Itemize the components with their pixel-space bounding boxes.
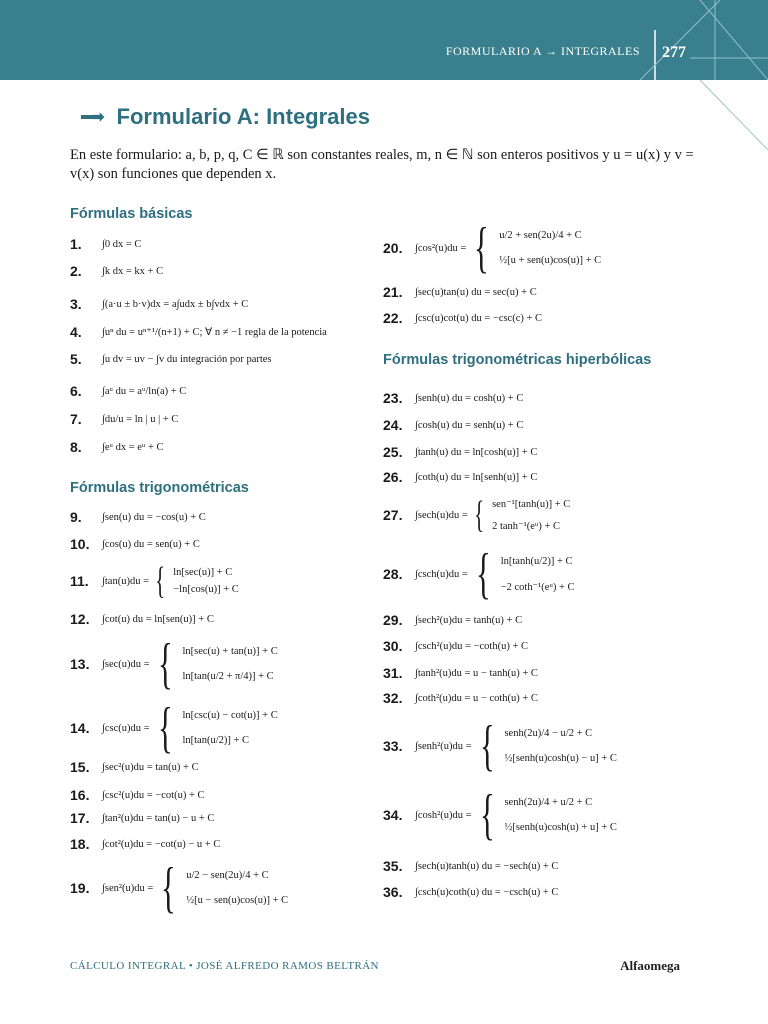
formula-expression: ∫csc(u)cot(u) du = −csc(c) + C: [415, 312, 543, 324]
section-hyperbolic: Fórmulas trigonométricas hiperbólicas: [383, 352, 652, 368]
formula-case: senh(2u)/4 + u/2 + C: [504, 797, 593, 808]
formula-expression: ∫uⁿ du = uⁿ⁺¹/(n+1) + C; ∀ n ≠ −1 regla de la potencia: [102, 327, 327, 338]
formula-2: [70, 263, 163, 279]
formula-number: 7.: [70, 411, 82, 427]
formula-expression: ∫du/u = ln | u | + C: [102, 413, 179, 425]
formula-case: ½[u − sen(u)cos(u)] + C: [186, 895, 289, 906]
formula-31: [383, 665, 538, 681]
formula-number: 12.: [70, 611, 90, 627]
formula-5: [70, 351, 272, 367]
left-brace: {: [479, 784, 495, 846]
formula-expression: ∫senh²(u)du =: [415, 740, 472, 752]
formula-case: u/2 − sen(2u)/4 + C: [186, 870, 269, 881]
formula-number: 29.: [383, 612, 403, 628]
formula-expression: ∫sen(u) du = −cos(u) + C: [102, 511, 206, 523]
formula-number: 1.: [70, 236, 82, 252]
formula-24: [383, 417, 523, 433]
formula-expression: ∫aᵘ du = aᵘ/ln(a) + C: [102, 385, 187, 397]
formula-expression: ∫cot²(u)du = −cot(u) − u + C: [102, 838, 221, 850]
formula-number: 13.: [70, 656, 90, 672]
formula-4: [70, 324, 327, 340]
formula-case: −ln[cos(u)] + C: [173, 584, 239, 595]
formula-17: [70, 810, 214, 826]
formula-number: 16.: [70, 787, 90, 803]
formula-case: ln[tan(u/2 + π/4)] + C: [182, 671, 274, 682]
formula-expression: ∫sec²(u)du = tan(u) + C: [102, 761, 199, 773]
formula-expression: ∫senh(u) du = cosh(u) + C: [415, 392, 524, 404]
formula-number: 19.: [70, 880, 90, 896]
formula-expression: ∫cosh²(u)du =: [415, 809, 472, 821]
formula-expression: ∫csc²(u)du = −cot(u) + C: [102, 789, 205, 801]
formula-number: 27.: [383, 507, 403, 523]
formula-26: [383, 469, 537, 485]
formula-23: [383, 390, 523, 406]
formula-expression: ∫sech(u)tanh(u) du = −sech(u) + C: [415, 860, 559, 872]
formula-case: ½[u + sen(u)cos(u)] + C: [499, 255, 602, 266]
formula-case: sen⁻¹[tanh(u)] + C: [492, 499, 571, 510]
formula-expression: ∫sec(u)du =: [102, 658, 150, 670]
formula-case: ln[sec(u)] + C: [173, 567, 233, 578]
formula-case: ½[senh(u)cosh(u) + u] + C: [504, 822, 617, 833]
formula-number: 25.: [383, 444, 403, 460]
formula-expression: ∫tanh(u) du = ln[cosh(u)] + C: [415, 446, 538, 458]
formula-expression: ∫eᵘ dx = eᵘ + C: [102, 441, 164, 453]
formula-27: [383, 496, 570, 534]
formula-number: 21.: [383, 284, 403, 300]
formula-number: 34.: [383, 807, 403, 823]
formula-18: [70, 836, 220, 852]
formula-13: [70, 633, 278, 695]
formula-expression: ∫cos(u) du = sen(u) + C: [102, 538, 200, 550]
formula-9: [70, 509, 206, 525]
formula-number: 8.: [70, 439, 82, 455]
formula-34: [383, 784, 617, 846]
intro-paragraph: En este formulario: a, b, p, q, C ∈ ℝ son constantes reales, m, n ∈ ℕ son enteros positivos y u = u(x) y v = v(x) son funciones que dependen x.: [70, 147, 694, 182]
formula-8: [70, 439, 164, 455]
formula-number: 11.: [70, 573, 89, 589]
formula-number: 2.: [70, 263, 82, 279]
formula-number: 28.: [383, 566, 403, 582]
formula-case: ln[tanh(u/2)] + C: [500, 555, 573, 567]
formula-expression: ∫sech²(u)du = tanh(u) + C: [415, 614, 523, 626]
formula-expression: ∫sen²(u)du =: [102, 882, 154, 894]
formula-number: 5.: [70, 351, 82, 367]
formula-22: [383, 310, 542, 326]
formula-expression: ∫cosh(u) du = senh(u) + C: [415, 419, 524, 431]
running-title: FORMULARIO A → INTEGRALES: [445, 44, 640, 58]
formula-16: [70, 787, 205, 803]
formula-case: ln[sec(u) + tan(u)] + C: [182, 646, 278, 657]
formula-32: [383, 690, 538, 706]
formula-28: [383, 543, 575, 605]
formula-number: 4.: [70, 324, 82, 340]
formula-number: 9.: [70, 509, 82, 525]
formula-number: 24.: [383, 417, 403, 433]
formula-number: 30.: [383, 638, 403, 654]
formula-expression: ∫csch²(u)du = −coth(u) + C: [415, 640, 529, 652]
formula-number: 15.: [70, 759, 90, 775]
formula-number: 6.: [70, 383, 82, 399]
footer-book-title: CÁLCULO INTEGRAL • JOSÉ ALFREDO RAMOS BELTRÁN: [70, 960, 379, 972]
formula-expression: ∫k dx = kx + C: [102, 265, 164, 277]
formula-1: [70, 236, 141, 252]
formula-expression: ∫sech(u)du =: [415, 509, 468, 521]
formula-expression: ∫cot(u) du = ln[sen(u)] + C: [102, 613, 214, 625]
formula-number: 35.: [383, 858, 403, 874]
formula-14: [70, 697, 278, 759]
formula-case: ln[tan(u/2)] + C: [182, 735, 250, 746]
formula-expression: ∫csch(u)du =: [415, 568, 468, 580]
formula-11: [70, 562, 239, 600]
formula-36: [383, 884, 558, 900]
formula-case: −2 coth⁻¹(eᵘ) + C: [500, 581, 575, 593]
formula-number: 23.: [383, 390, 403, 406]
formula-case: ½[senh(u)cosh(u) − u] + C: [504, 753, 617, 764]
page-number: 277: [662, 44, 686, 61]
formula-number: 32.: [383, 690, 403, 706]
formula-number: 17.: [70, 810, 90, 826]
formula-expression: ∫csc(u)du =: [102, 722, 150, 734]
page-title: [80, 104, 370, 130]
section-trig: Fórmulas trigonométricas: [70, 480, 249, 496]
formula-21: [383, 284, 537, 300]
page-title-text: Formulario A: Integrales: [116, 104, 370, 129]
formula-33: [383, 715, 617, 777]
formula-case: u/2 + sen(2u)/4 + C: [499, 230, 582, 241]
formula-25: [383, 444, 537, 460]
footer-publisher: Alfaomega: [620, 958, 680, 973]
formula-expression: ∫sec(u)tan(u) du = sec(u) + C: [415, 286, 537, 298]
formula-expression: ∫coth²(u)du = u − coth(u) + C: [415, 692, 538, 704]
formula-number: 33.: [383, 738, 403, 754]
formula-case: senh(2u)/4 − u/2 + C: [504, 728, 593, 739]
formula-expression: ∫tan(u)du =: [102, 575, 149, 587]
formula-expression: ∫coth(u) du = ln[senh(u)] + C: [415, 471, 538, 483]
left-brace: {: [161, 857, 177, 919]
formula-12: [70, 611, 214, 627]
formula-number: 20.: [383, 240, 403, 256]
formula-15: [70, 759, 199, 775]
formula-expression: ∫u dv = uv − ∫v du integración por partes: [102, 353, 272, 365]
formula-expression: ∫tan²(u)du = tan(u) − u + C: [102, 812, 215, 824]
formula-10: [70, 536, 200, 552]
formula-expression: ∫(a·u ± b·v)dx = a∫udx ± b∫vdx + C: [102, 298, 249, 310]
left-brace: {: [475, 543, 491, 605]
formula-20: [383, 217, 602, 279]
formula-expression: ∫cos²(u)du =: [415, 242, 467, 254]
formula-case: 2 tanh⁻¹(eᵘ) + C: [492, 521, 560, 532]
formula-expression: ∫tanh²(u)du = u − tanh(u) + C: [415, 667, 538, 679]
formula-3: [70, 296, 248, 312]
left-brace: {: [157, 697, 173, 759]
formula-expression: ∫0 dx = C: [102, 238, 142, 250]
formula-number: 36.: [383, 884, 403, 900]
formula-29: [383, 612, 522, 628]
formula-number: 18.: [70, 836, 90, 852]
formula-number: 26.: [383, 469, 403, 485]
left-brace: {: [479, 715, 495, 777]
formula-number: 14.: [70, 720, 90, 736]
left-brace: {: [473, 494, 484, 536]
left-brace: {: [474, 217, 490, 279]
formula-30: [383, 638, 528, 654]
formula-number: 3.: [70, 296, 82, 312]
formula-6: [70, 383, 186, 399]
formula-expression: ∫csch(u)coth(u) du = −csch(u) + C: [415, 886, 559, 898]
section-basic: Fórmulas básicas: [70, 206, 193, 222]
formula-19: [70, 857, 289, 919]
formula-number: 22.: [383, 310, 403, 326]
formula-number: 10.: [70, 536, 90, 552]
formula-35: [383, 858, 558, 874]
formula-case: ln[csc(u) − cot(u)] + C: [182, 710, 278, 721]
formula-number: 31.: [383, 665, 403, 681]
left-brace: {: [155, 560, 166, 602]
formula-7: [70, 411, 178, 427]
title-arrow-icon: ▪▪▪➡: [80, 109, 103, 126]
left-brace: {: [157, 633, 173, 695]
